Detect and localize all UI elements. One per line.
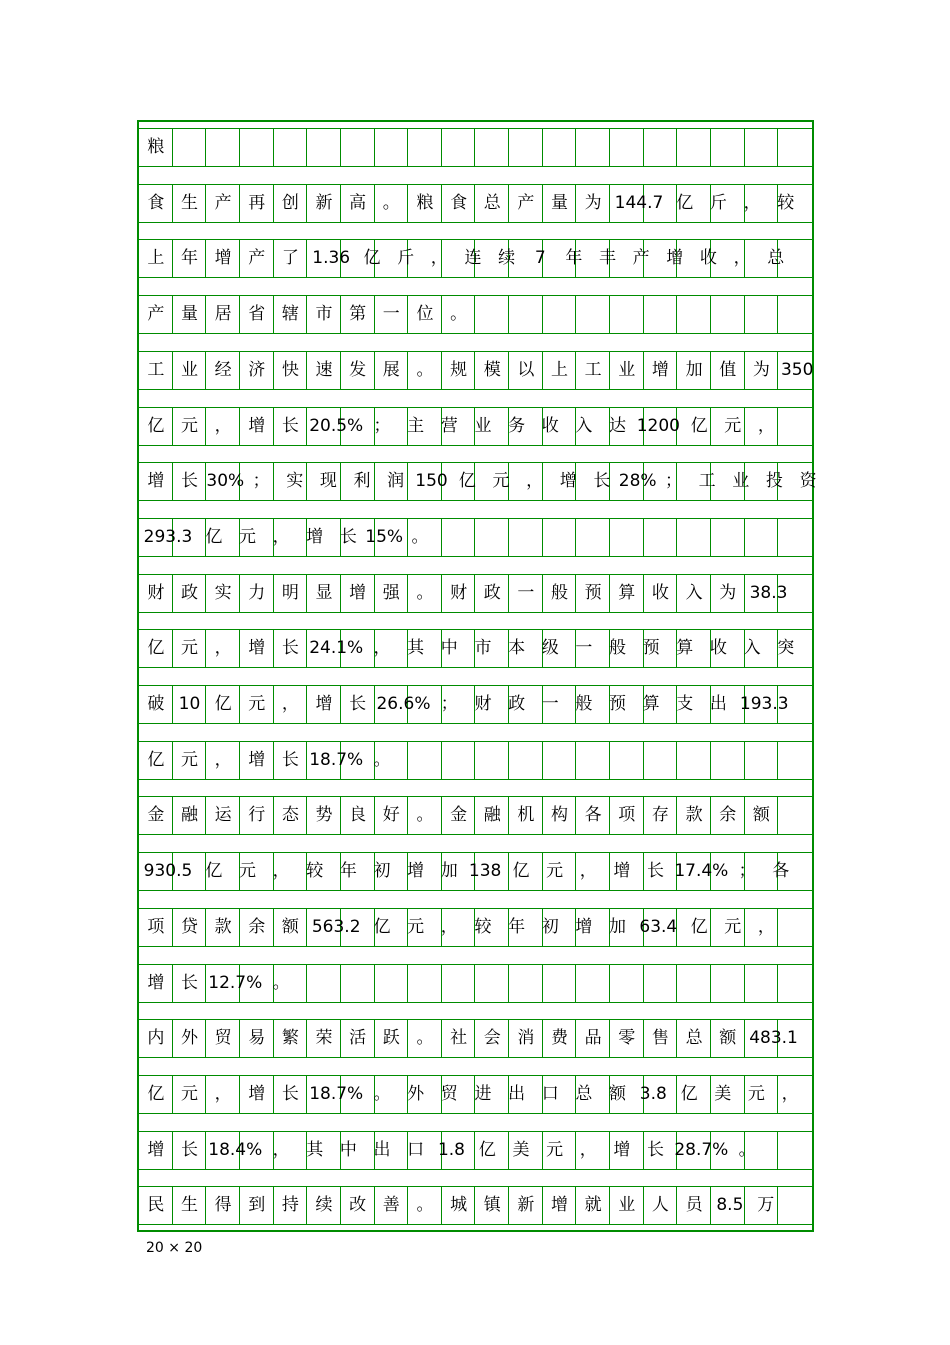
manuscript-grid-paper <box>137 120 817 1232</box>
row-text: 增 长 12.7% 。 <box>147 972 290 993</box>
grid-cell <box>408 965 442 1002</box>
grid-row <box>139 741 812 780</box>
grid-cell <box>677 742 711 779</box>
grid-cell <box>778 797 812 834</box>
grid-cell <box>576 129 610 166</box>
grid-cell <box>610 129 644 166</box>
grid-cell <box>644 129 678 166</box>
grid-cell <box>274 129 308 166</box>
grid-cell <box>745 742 779 779</box>
grid-row <box>139 518 812 557</box>
grid-row <box>139 1131 812 1170</box>
grid-cell <box>610 742 644 779</box>
grid-cell <box>711 742 745 779</box>
grid-cell <box>442 965 476 1002</box>
grid-cell <box>644 519 678 556</box>
grid-cell <box>408 742 442 779</box>
grid-cell <box>341 129 375 166</box>
grid-cell <box>341 965 375 1002</box>
grid-cell <box>476 965 510 1002</box>
grid-cell <box>778 1132 812 1169</box>
grid-cell <box>610 519 644 556</box>
row-text: 930.5 亿 元 ， 较 年 初 增 加 138 亿 元 ， 增 长 17.4% ； 各 <box>143 861 790 882</box>
grid-cell <box>543 519 577 556</box>
row-text: 上 年 增 产 了 1.36 亿 斤 ， 连 续 7 年 丰 产 增 收 ， 总 <box>147 248 785 269</box>
row-text: 亿 元 ， 增 长 20.5% ； 主 营 业 务 收 入 达 1200 亿 元 ， <box>147 415 775 436</box>
grid-row <box>139 184 812 223</box>
grid-cell <box>442 519 476 556</box>
grid-cell <box>543 965 577 1002</box>
grid-row <box>139 128 812 167</box>
grid-cell <box>745 296 779 333</box>
row-text: 民 生 得 到 持 续 改 善 。 城 镇 新 增 就 业 人 员 8.5 万 <box>147 1195 775 1216</box>
grid-cell <box>644 296 678 333</box>
grid-cell <box>778 1187 812 1224</box>
grid-cell <box>778 408 812 445</box>
grid-size-caption: 20 × 20 <box>146 1240 203 1256</box>
grid-cell <box>476 129 510 166</box>
grid-cell <box>745 965 779 1002</box>
grid-cell <box>778 129 812 166</box>
row-text: 亿 元 ， 增 长 18.7% 。 <box>147 749 391 770</box>
grid-cell <box>509 296 543 333</box>
row-text: 破 10 亿 元 ， 增 长 26.6% ； 财 政 一 般 预 算 支 出 193.3 <box>147 694 789 714</box>
grid-cell <box>408 129 442 166</box>
grid-cell <box>442 129 476 166</box>
row-text: 亿 元 ， 增 长 18.7% 。 外 贸 进 出 口 总 额 3.8 亿 美 元 ， <box>147 1083 799 1104</box>
row-text: 293.3 亿 元 ， 增 长 15% 。 <box>143 526 429 547</box>
row-text: 财 政 实 力 明 显 增 强 。 财 政 一 般 预 算 收 入 为 38.3 <box>147 582 788 603</box>
grid-cell <box>677 129 711 166</box>
grid-cell <box>509 965 543 1002</box>
row-text: 亿 元 ， 增 长 24.1% ， 其 中 市 本 级 一 般 预 算 收 入 突 <box>147 638 795 659</box>
grid-row <box>139 796 812 835</box>
grid-cell <box>711 129 745 166</box>
grid-cell <box>711 296 745 333</box>
grid-row <box>139 407 812 446</box>
grid-cell <box>173 129 207 166</box>
grid-cell <box>610 296 644 333</box>
grid-cell <box>576 742 610 779</box>
grid-row <box>139 462 817 501</box>
grid-cell <box>375 965 409 1002</box>
grid-cell <box>677 296 711 333</box>
grid-row <box>139 852 812 891</box>
grid-cell <box>711 519 745 556</box>
grid-row <box>139 1186 812 1225</box>
grid-cell <box>240 129 274 166</box>
row-text: 内 外 贸 易 繁 荣 活 跃 。 社 会 消 费 品 零 售 总 额 483.1 <box>147 1028 798 1049</box>
grid-cell <box>476 519 510 556</box>
grid-cell <box>677 965 711 1002</box>
grid-cell <box>442 742 476 779</box>
grid-cell <box>778 742 812 779</box>
grid-row <box>139 964 812 1003</box>
grid-row <box>139 1019 812 1058</box>
row-text: 项 贷 款 余 额 563.2 亿 元 ， 较 年 初 增 加 63.4 亿 元 ， <box>147 916 775 937</box>
grid-row <box>139 295 812 334</box>
grid-row <box>139 629 812 668</box>
grid-cell <box>543 296 577 333</box>
row-text: 食 生 产 再 创 新 高 。 粮 食 总 产 量 为 144.7 亿 斤 ， 较 <box>147 192 795 213</box>
grid-row <box>139 239 812 278</box>
grid-cell <box>509 742 543 779</box>
grid-cell <box>543 129 577 166</box>
row-text: 粮 <box>147 137 165 157</box>
grid-cell <box>745 129 779 166</box>
grid-cell <box>745 519 779 556</box>
grid-cell <box>476 742 510 779</box>
grid-cell <box>677 519 711 556</box>
grid-cell <box>307 965 341 1002</box>
grid-cell <box>307 129 341 166</box>
grid-cell <box>576 965 610 1002</box>
grid-cell <box>644 742 678 779</box>
grid-row <box>139 908 812 947</box>
grid-row <box>139 1075 812 1114</box>
row-text: 工 业 经 济 快 速 发 展 。 规 模 以 上 工 业 增 加 值 为 350 <box>147 359 814 380</box>
row-text: 金 融 运 行 态 势 良 好 。 金 融 机 构 各 项 存 款 余 额 <box>147 805 770 826</box>
grid-cell <box>711 965 745 1002</box>
grid-row <box>139 685 812 724</box>
grid-cell <box>778 909 812 946</box>
grid-cell <box>778 296 812 333</box>
grid-cell <box>778 965 812 1002</box>
grid-cell <box>476 296 510 333</box>
row-text: 产 量 居 省 辖 市 第 一 位 。 <box>147 304 468 325</box>
grid-cell <box>778 519 812 556</box>
grid-cell <box>610 965 644 1002</box>
grid-cell <box>576 296 610 333</box>
grid-cell <box>509 519 543 556</box>
grid-cell <box>509 129 543 166</box>
row-text: 增 长 18.4% ， 其 中 出 口 1.8 亿 美 元 ， 增 长 28.7% 。 <box>147 1139 756 1160</box>
grid-row <box>139 351 812 390</box>
grid-cell <box>576 519 610 556</box>
grid-row <box>139 574 812 613</box>
row-text: 增 长 30% ； 实 现 利 润 150 亿 元 ， 增 长 28% ； 工 业 投 资 <box>147 471 817 492</box>
grid-cell <box>543 742 577 779</box>
grid-cell <box>375 129 409 166</box>
grid-cell <box>644 965 678 1002</box>
grid-cell <box>206 129 240 166</box>
